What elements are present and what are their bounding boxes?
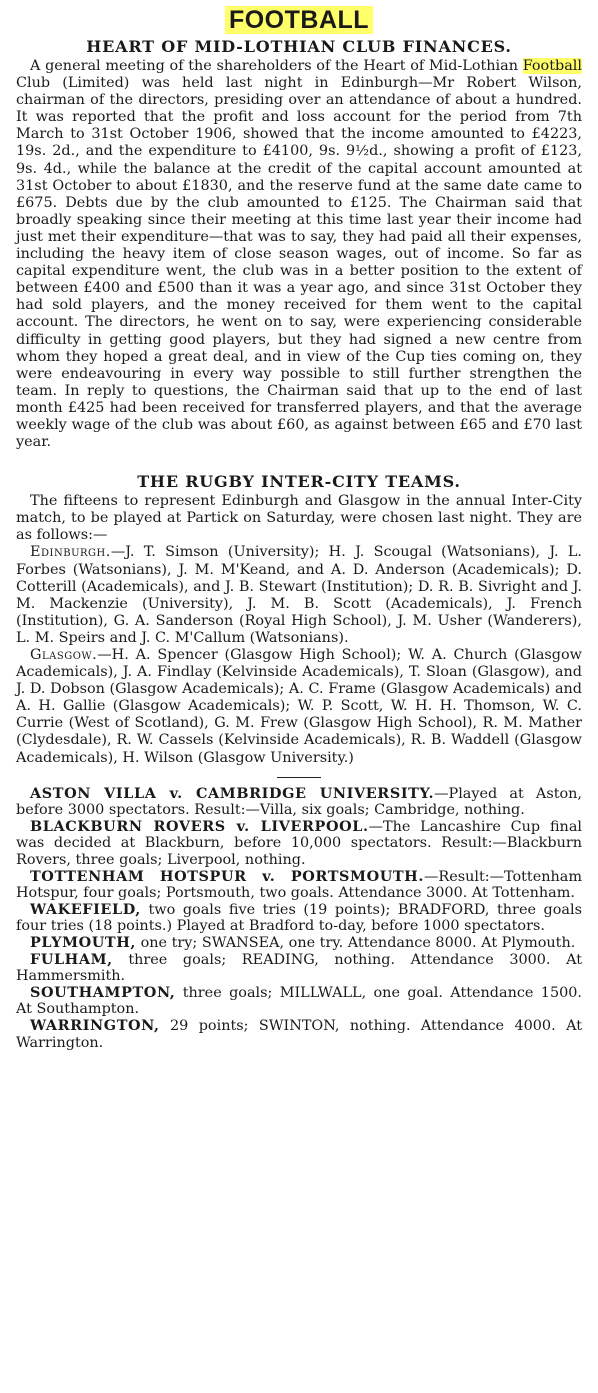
result-text: —Result:—Tottenham Hotspur, four goals; Portsmouth, two goals. Attendance 3000. At Tottenham.: [16, 868, 582, 902]
result-item: [16, 786, 582, 819]
glasgow-players: —H. A. Spencer (Glasgow High School); W. A. Church (Glasgow Academicals), J. A. Findlay (Kelvinside Academicals), T. Sloan (Glasgow), and J. D. Dobson (Glasgow Academicals); A. C. Frame (Glasgow Academicals) and A. H. Gallie (Glasgow Academicals); W. P. Scott, W. H. H. Thomson, W. C. Currie (West of Scotland), G. M. Frew (Glasgow High School), R. M. Mather (Clydesdale), R. W. Cassels (Kelvinside Academicals), R. B. Waddell (Glasgow Academicals), H. Wilson (Glasgow University.): [16, 647, 582, 766]
result-item: [16, 935, 582, 952]
result-item: [16, 869, 582, 902]
section-gap: [16, 451, 582, 473]
result-item: [16, 1018, 582, 1051]
result-text: two goals five tries (19 points); BRADFORD, three goals four tries (18 points.) Played at Bradford to-day, before 1000 spectators.: [16, 901, 582, 935]
article1-body: [16, 58, 582, 451]
edinburgh-players: —J. T. Simson (University); H. J. Scougal (Watsonians), J. L. Forbes (Watsonians), J. M. M'Keand, and A. D. Anderson (Academicals); D. Cotterill (Academicals), and J. B. Stewart (Institution); D. R. B. Sivright and J. M. Mackenzie (University), J. M. B. Scott (Academicals), J. French (Institution), G. A. Sanderson (Royal High School), J. M. Usher (Wanderers), L. M. Speirs and J. C. M'Callum (Watsonians).: [16, 544, 582, 646]
glasgow-label: Glasgow.: [30, 647, 98, 663]
result-teams: BLACKBURN ROVERS v. LIVERPOOL.: [30, 817, 369, 835]
result-text: three goals; MILLWALL, one goal. Attendance 1500. At Southampton.: [16, 984, 582, 1018]
article1-headline: HEART OF MID-LOTHIAN CLUB FINANCES.: [86, 37, 512, 56]
result-text: —Played at Aston, before 3000 spectators. Result:—Villa, six goals; Cambridge, nothing.: [16, 785, 582, 819]
article1-text-start: A general meeting of the shareholders of the Heart of Mid-Lothian: [30, 58, 523, 74]
result-teams: ASTON VILLA v. CAMBRIDGE UNIVERSITY.: [30, 784, 435, 802]
result-teams: PLYMOUTH,: [30, 934, 137, 951]
result-item: [16, 902, 582, 935]
result-teams: TOTTENHAM HOTSPUR v. PORTSMOUTH.: [30, 867, 424, 885]
result-item: [16, 819, 582, 869]
result-text: 29 points; SWINTON, nothing. Attendance 4000. At Warrington.: [16, 1017, 582, 1051]
section-banner: [16, 6, 582, 34]
banner-word: FOOTBALL: [225, 6, 373, 34]
result-text: three goals; READING, nothing. Attendance 3000. At Hammersmith.: [16, 951, 582, 985]
result-teams: WAKEFIELD,: [30, 900, 141, 918]
edinburgh-team: [16, 544, 582, 647]
section-divider: [277, 777, 321, 778]
match-results: [16, 786, 582, 1052]
result-teams: WARRINGTON,: [30, 1016, 160, 1034]
result-teams: FULHAM,: [30, 950, 113, 968]
article2-intro: The fifteens to represent Edinburgh and Glasgow in the annual Inter-City match, to be played at Partick on Saturday, were chosen last night. They are as follows:—: [16, 493, 582, 544]
result-item: [16, 952, 582, 985]
article1-text-rest: Club (Limited) was held last night in Edinburgh—Mr Robert Wilson, chairman of the directors, presiding over an attendance of about a hundred. It was reported that the profit and loss account for the period from 7th March to 31st October 1906, showed that the income amounted to £4223, 19s. 2d., and the expenditure to £4100, 9s. 9½d., showing a profit of £123, 9s. 4d., while the balance at the credit of the capital account amounted at 31st October to about £1830, and the reserve fund at the same date came to £675. Debts due by the club amounted to £125. The Chairman said that broadly speaking since their meeting at this time last year their income had just met their expenditure—that was to say, they had paid all their expenses, including the heavy item of close season wages, out of income. So far as capital expenditure went, the club was in a better position to the extent of between £400 and £500 than it was a year ago, and since 31st October they had sold players, and the money received for them went to the capital account. The directors, he went on to say, were experiencing considerable difficulty in getting good players, but they had signed a new centre from whom they hoped a great deal, and in view of the Cup ties coming on, they were endeavouring in every way possible to still further strengthen the team. In reply to questions, the Chairman said that up to the end of last month £425 had been received for transferred players, and that the average weekly wage of the club was about £60, as against between £65 and £70 last year.: [16, 75, 582, 451]
result-text: one try; SWANSEA, one try. Attendance 8000. At Plymouth.: [136, 935, 576, 951]
edinburgh-label: Edinburgh.: [30, 544, 111, 561]
article2-headline: THE RUGBY INTER-CITY TEAMS.: [137, 472, 461, 492]
result-teams: SOUTHAMPTON,: [30, 983, 176, 1001]
highlighted-word: Football: [522, 58, 582, 74]
glasgow-team: [16, 647, 582, 767]
result-text: —The Lancashire Cup final was decided at Blackburn, before 10,000 spectators. Result:—Blackburn Rovers, three goals; Liverpool, nothing.: [16, 818, 582, 869]
result-item: [16, 985, 582, 1018]
